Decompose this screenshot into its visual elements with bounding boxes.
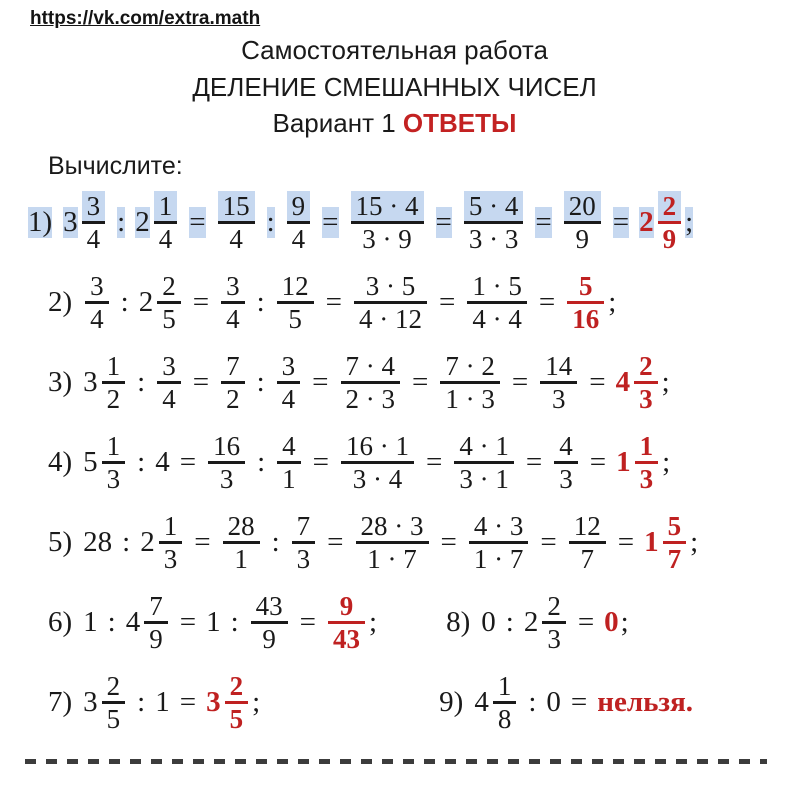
operator: : [230, 605, 239, 638]
fraction-denominator: 9 [658, 221, 682, 254]
problem-9 [439, 671, 694, 734]
fraction-numerator: 4 [559, 430, 573, 461]
math-row [0, 503, 789, 583]
fraction [157, 351, 181, 414]
operator: : [528, 685, 537, 718]
math-text: ; [608, 285, 617, 318]
operator: : [120, 285, 129, 318]
operator: = [299, 605, 317, 638]
math-text: нельзя. [597, 685, 694, 718]
fraction-numerator: 7 [226, 350, 240, 381]
fraction-denominator: 16 [567, 301, 604, 334]
math-text: 3 [83, 365, 98, 398]
operator: = [312, 365, 329, 398]
math-text: ; [662, 445, 671, 478]
fraction [341, 351, 401, 414]
operator: = [192, 365, 210, 398]
math-text: 2 [523, 605, 539, 638]
fraction-denominator: 4 [85, 301, 109, 334]
fraction [251, 591, 288, 654]
fraction-denominator: 5 [225, 701, 249, 734]
problem-number: 9) [439, 685, 464, 718]
fraction [287, 191, 311, 254]
fraction-numerator: 28 [227, 510, 255, 541]
operator: : [107, 605, 116, 638]
fraction-numerator: 2 [162, 270, 176, 301]
fraction-denominator: 4 [157, 381, 181, 414]
math-text: 1 [83, 605, 98, 638]
operator: : [117, 205, 126, 238]
fraction-denominator: 8 [493, 701, 517, 734]
problem-6 [48, 591, 378, 654]
fraction-denominator: 4 [277, 381, 301, 414]
fraction-denominator: 4 [154, 221, 178, 254]
fraction [467, 271, 527, 334]
operator: = [589, 445, 607, 478]
fraction-denominator: 3 [635, 461, 659, 494]
worksheet-topic: ДЕЛЕНИЕ СМЕШАННЫХ ЧИСЕЛ [192, 71, 597, 102]
operator: = [426, 445, 443, 478]
fraction [85, 271, 109, 334]
math-row [0, 183, 789, 263]
math-text: 4 [125, 605, 141, 638]
fraction-numerator: 3 [281, 350, 296, 381]
fraction-denominator: 3 · 9 [351, 221, 424, 254]
fraction-numerator: 2 [639, 350, 653, 381]
operator: : [505, 605, 514, 638]
fraction-denominator: 2 [221, 381, 245, 414]
math-text: 2 [140, 525, 155, 558]
fraction [564, 191, 601, 254]
fraction [567, 271, 604, 334]
math-text: 2 [639, 205, 654, 238]
math-row [0, 423, 789, 503]
operator: : [256, 285, 265, 318]
fraction-numerator: 1 [106, 430, 121, 461]
fraction [208, 431, 245, 494]
variant-line [0, 107, 789, 140]
fraction-denominator: 3 [540, 381, 577, 414]
math-text: 0 [604, 605, 619, 638]
fraction-numerator: 43 [255, 590, 283, 621]
problem-number: 5) [48, 525, 73, 558]
operator: : [256, 365, 265, 398]
operator: : [137, 685, 146, 718]
fraction [102, 431, 126, 494]
math-text: 1 [155, 685, 170, 718]
fraction-numerator: 1 [154, 191, 178, 221]
fraction-denominator: 9 [564, 221, 601, 254]
fraction-denominator: 4 [82, 221, 106, 254]
fraction [159, 511, 183, 574]
math-text: 4 [474, 685, 489, 718]
fraction-numerator: 9 [287, 191, 311, 221]
fraction-numerator: 4 · 1 [459, 430, 509, 461]
dashed-separator [25, 759, 767, 764]
fraction-numerator: 2 [547, 590, 561, 621]
fraction [354, 271, 427, 334]
fraction-denominator: 3 [542, 621, 566, 654]
operator: = [435, 205, 452, 238]
fraction-numerator: 5 · 4 [464, 191, 524, 221]
math-text: ; [690, 525, 699, 558]
fraction [554, 431, 578, 494]
math-text: 4 [615, 365, 631, 398]
problem-4 [48, 431, 671, 494]
fraction [82, 191, 106, 254]
math-text: 4 [155, 445, 170, 478]
fraction [277, 431, 301, 494]
fraction-numerator: 3 [226, 270, 240, 301]
fraction-denominator: 43 [328, 621, 365, 654]
fraction-numerator: 1 [639, 430, 654, 461]
fraction-numerator: 1 [497, 670, 512, 701]
fraction-numerator: 3 [90, 270, 104, 301]
operator: = [412, 365, 429, 398]
operator: = [179, 605, 197, 638]
problems [0, 183, 789, 743]
operator: = [535, 205, 552, 238]
variant-label: Вариант 1 [272, 108, 403, 138]
fraction [493, 671, 517, 734]
fraction [102, 671, 126, 734]
fraction-numerator: 7 [296, 510, 311, 541]
fraction-numerator: 3 [82, 191, 106, 221]
fraction [225, 671, 249, 734]
fraction-denominator: 1 [223, 541, 260, 574]
fraction-numerator: 12 [281, 270, 309, 301]
operator: = [194, 525, 211, 558]
operator: = [612, 205, 630, 238]
fraction-numerator: 1 · 5 [472, 270, 522, 301]
fraction [277, 271, 314, 334]
fraction-denominator: 2 [102, 381, 126, 414]
math-text: 28 [83, 525, 113, 558]
problem-number: 1) [28, 205, 53, 238]
problem-number: 6) [48, 605, 73, 638]
fraction-denominator: 3 [292, 541, 316, 574]
math-text: 3 [206, 685, 221, 718]
fraction-denominator: 1 · 3 [440, 381, 500, 414]
math-text: ; [620, 605, 629, 638]
fraction-numerator: 20 [564, 191, 601, 221]
math-text: ; [661, 365, 670, 398]
math-text: 0 [546, 685, 561, 718]
fraction-denominator: 4 [218, 221, 255, 254]
math-row [0, 663, 789, 743]
math-text: 0 [481, 605, 496, 638]
fraction [218, 191, 255, 254]
fraction [542, 591, 566, 654]
operator: : [257, 445, 266, 478]
fraction [341, 431, 414, 494]
fraction-denominator: 1 · 7 [469, 541, 529, 574]
fraction-numerator: 9 [339, 590, 354, 621]
fraction-denominator: 7 [569, 541, 606, 574]
operator: = [577, 605, 595, 638]
fraction [154, 191, 178, 254]
fraction-numerator: 16 · 1 [346, 430, 410, 461]
fraction [658, 191, 682, 254]
fraction [221, 271, 245, 334]
fraction-numerator: 12 [573, 510, 601, 541]
fraction [663, 511, 687, 574]
fraction [540, 351, 577, 414]
operator: = [189, 205, 206, 238]
problem-number: 7) [48, 685, 73, 718]
problem-1 [28, 191, 694, 254]
fraction-numerator: 28 · 3 [360, 510, 424, 541]
fraction-denominator: 3 [102, 461, 126, 494]
operator: : [137, 365, 146, 398]
fraction-numerator: 14 [545, 350, 573, 381]
fraction-denominator: 5 [102, 701, 126, 734]
operator: = [511, 365, 529, 398]
math-text: ; [252, 685, 261, 718]
operator: = [617, 525, 635, 558]
math-text: 5 [83, 445, 98, 478]
fraction [464, 191, 524, 254]
fraction-numerator: 2 [658, 191, 682, 221]
problem-number: 2) [48, 285, 73, 318]
fraction-denominator: 3 [554, 461, 578, 494]
fraction-denominator: 3 [634, 381, 658, 414]
fraction-numerator: 1 [106, 350, 121, 381]
operator: = [440, 525, 457, 558]
math-text: 1 [644, 525, 659, 558]
answers-label: ОТВЕТЫ [402, 108, 517, 138]
source-url-link[interactable]: https://vk.com/extra.math [30, 8, 261, 29]
operator: = [322, 205, 339, 238]
fraction [157, 271, 181, 334]
fraction-denominator: 7 [663, 541, 687, 574]
fraction-numerator: 4 · 3 [473, 510, 524, 541]
operator: = [312, 445, 330, 478]
fraction-numerator: 3 · 5 [365, 270, 416, 301]
fraction-numerator: 4 [282, 430, 296, 461]
fraction-denominator: 3 · 4 [341, 461, 414, 494]
problem-number: 4) [48, 445, 73, 478]
math-text: 1 [206, 605, 221, 638]
operator: = [589, 365, 606, 398]
fraction-denominator: 4 · 4 [467, 301, 527, 334]
problem-number: 8) [446, 605, 471, 638]
problem-3 [48, 351, 671, 414]
fraction-denominator: 3 [159, 541, 183, 574]
fraction-numerator: 5 [578, 270, 593, 301]
fraction [328, 591, 365, 654]
fraction-denominator: 4 · 12 [354, 301, 427, 334]
fraction [440, 351, 500, 414]
math-text: 2 [135, 205, 150, 238]
header-titles [0, 34, 789, 140]
fraction-numerator: 16 [213, 430, 241, 461]
math-row [0, 343, 789, 423]
problem-5 [48, 511, 699, 574]
operator: : [266, 205, 275, 238]
math-text: 3 [63, 205, 78, 238]
operator: = [540, 525, 557, 558]
fraction-numerator: 7 · 4 [345, 350, 396, 381]
fraction-numerator: 3 [162, 350, 176, 381]
instruction-text: Вычислите: [48, 151, 183, 180]
fraction-numerator: 5 [667, 510, 682, 541]
operator: = [525, 445, 543, 478]
fraction [223, 511, 260, 574]
fraction [454, 431, 514, 494]
fraction [144, 591, 168, 654]
fraction-numerator: 7 · 2 [445, 350, 495, 381]
fraction-denominator: 4 [221, 301, 245, 334]
operator: : [122, 525, 131, 558]
operator: : [137, 445, 146, 478]
fraction [569, 511, 606, 574]
math-text: ; [369, 605, 378, 638]
problem-2 [48, 271, 617, 334]
fraction-denominator: 4 [287, 221, 311, 254]
operator: = [439, 285, 456, 318]
math-text: 2 [138, 285, 154, 318]
fraction-numerator: 15 · 4 [351, 191, 424, 221]
operator: = [192, 285, 210, 318]
fraction [351, 191, 424, 254]
operator: = [179, 445, 197, 478]
fraction [102, 351, 126, 414]
fraction-denominator: 2 · 3 [341, 381, 401, 414]
operator: : [271, 525, 280, 558]
fraction [635, 431, 659, 494]
fraction-denominator: 1 · 7 [356, 541, 429, 574]
operator: = [570, 685, 588, 718]
problem-7 [48, 671, 261, 734]
fraction-numerator: 2 [229, 670, 244, 701]
math-row [0, 583, 789, 663]
fraction-denominator: 1 [277, 461, 301, 494]
fraction-numerator: 7 [149, 590, 163, 621]
fraction-denominator: 9 [251, 621, 288, 654]
operator: = [325, 285, 343, 318]
fraction [221, 351, 245, 414]
fraction-denominator: 3 · 3 [464, 221, 524, 254]
fraction [356, 511, 429, 574]
problem-8 [446, 591, 630, 654]
fraction [634, 351, 658, 414]
math-text: ; [685, 205, 694, 238]
operator: = [179, 685, 197, 718]
operator: = [538, 285, 556, 318]
fraction-denominator: 5 [157, 301, 181, 334]
fraction [469, 511, 529, 574]
operator: = [327, 525, 344, 558]
fraction-numerator: 1 [163, 510, 178, 541]
fraction-numerator: 2 [106, 670, 121, 701]
worksheet-title: Самостоятельная работа [241, 35, 548, 65]
math-text: 1 [616, 445, 631, 478]
fraction-denominator: 5 [277, 301, 314, 334]
fraction-denominator: 9 [144, 621, 168, 654]
fraction [277, 351, 301, 414]
math-text: 3 [83, 685, 98, 718]
math-row [0, 263, 789, 343]
fraction-denominator: 3 · 1 [454, 461, 514, 494]
fraction-denominator: 3 [208, 461, 245, 494]
fraction-numerator: 15 [218, 191, 255, 221]
fraction [292, 511, 316, 574]
problem-number: 3) [48, 365, 73, 398]
